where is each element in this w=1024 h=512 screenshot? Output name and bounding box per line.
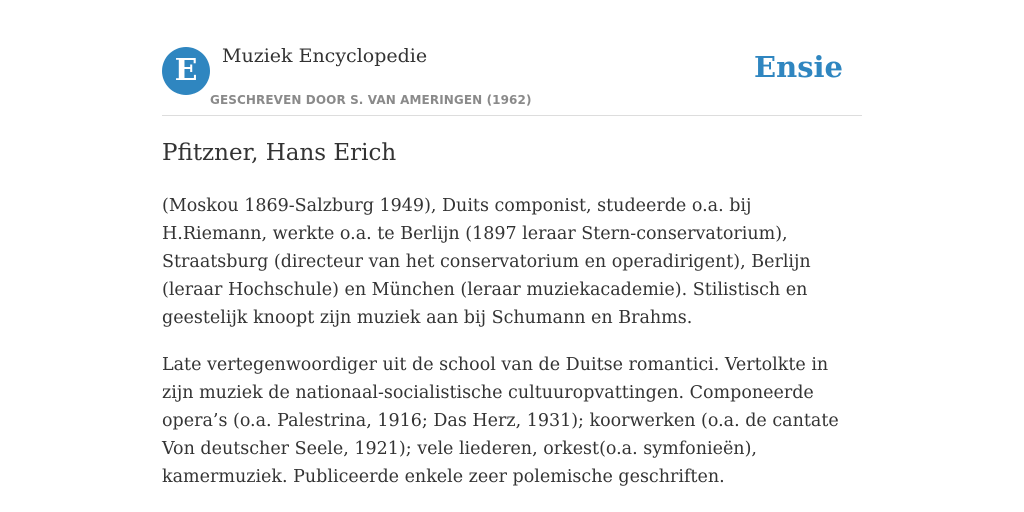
entry-title: Pfitzner, Hans Erich (162, 140, 397, 166)
entry-paragraph-2: Late vertegenwoordiger uit de school van de Duitse romantici. Vertolkte in zijn muziek de nationaal-socialistische cultuuropvattingen. Componeerde opera’s (o.a. Palestrina, 1916; Das Herz, 1931); koorwerken (o.a. de cantate Von deutscher Seele, 1921); vele liederen, orkest(o.a. symfonieën), kamermuziek. Publiceerde enkele zeer polemische geschriften. (162, 355, 839, 487)
ensie-brand-logo[interactable]: Ensie (754, 50, 843, 84)
publication-title[interactable]: Muziek Encyclopedie (222, 45, 428, 67)
author-byline: GESCHREVEN DOOR S. VAN AMERINGEN (1962) (210, 93, 532, 107)
entry-paragraph-1: (Moskou 1869-Salzburg 1949), Duits componist, studeerde o.a. bij H.Riemann, werkte o.a. te Berlijn (1897 leraar Stern-conservatorium), Straatsburg (directeur van het conservatorium en operadirigent), Berlijn (leraar Hochschule) en München (leraar muziekacademie). Stilistisch en geestelijk knoopt zijn muziek aan bij Schumann en Brahms. (162, 196, 811, 328)
encyclopedia-logo-icon[interactable]: E (162, 47, 210, 95)
header-divider (162, 115, 862, 116)
